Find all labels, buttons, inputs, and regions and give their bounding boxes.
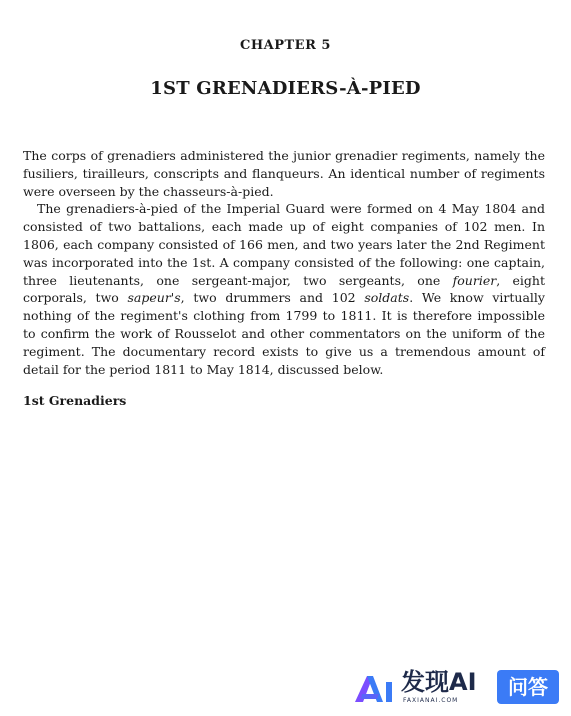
watermark-subtext: FAXIANAI.COM <box>403 697 459 704</box>
watermark-text: 发现AI <box>401 668 477 696</box>
ai-logo-icon <box>353 672 397 704</box>
paragraph-1: The corps of grenadiers administered the junior grenadier regiments, namely the fusiliers, tirailleurs, conscripts and flanqueurs. An identical number of regiments were overseen by the chasseurs-à-pied. <box>23 148 545 199</box>
paragraph-2-part-a: The grenadiers-à-pied of the Imperial Guard were formed on 4 May 1804 and consisted of two battalions, each made up of eight companies of 102 men. In 1806, each company consisted of 166 men, and two years later the 2nd Regiment was incorporated into the 1st. A company consisted of the following: one captain, three lieutenants, one sergeant-major, two sergeants, one <box>23 201 545 288</box>
body-text <box>23 147 545 378</box>
italic-term-fourier: fourier <box>452 272 497 288</box>
watermark <box>353 668 559 708</box>
watermark-badge: 问答 <box>497 670 559 704</box>
paragraph-2 <box>23 200 545 378</box>
paragraph-2-part-d: . We know virtually nothing of the regiment's clothing from 1799 to 1811. It is therefore impossible to confirm the work of Rousselot and other commentators on the uniform of the regiment. The documentary record exists to give us a tremendous amount of detail for the period 1811 to May 1814, discussed below. <box>23 290 545 377</box>
chapter-label: CHAPTER 5 <box>240 38 331 53</box>
chapter-title: 1ST GRENADIERS-À-PIED <box>150 78 421 99</box>
italic-term-soldats: soldats <box>364 290 410 306</box>
section-heading: 1st Grenadiers <box>23 393 127 408</box>
italic-term-sapeurs: sapeur's <box>127 290 181 306</box>
paragraph-2-part-b: , eight corporals, two <box>23 272 545 306</box>
paragraph-2-part-c: , two drummers and 102 <box>180 290 365 306</box>
